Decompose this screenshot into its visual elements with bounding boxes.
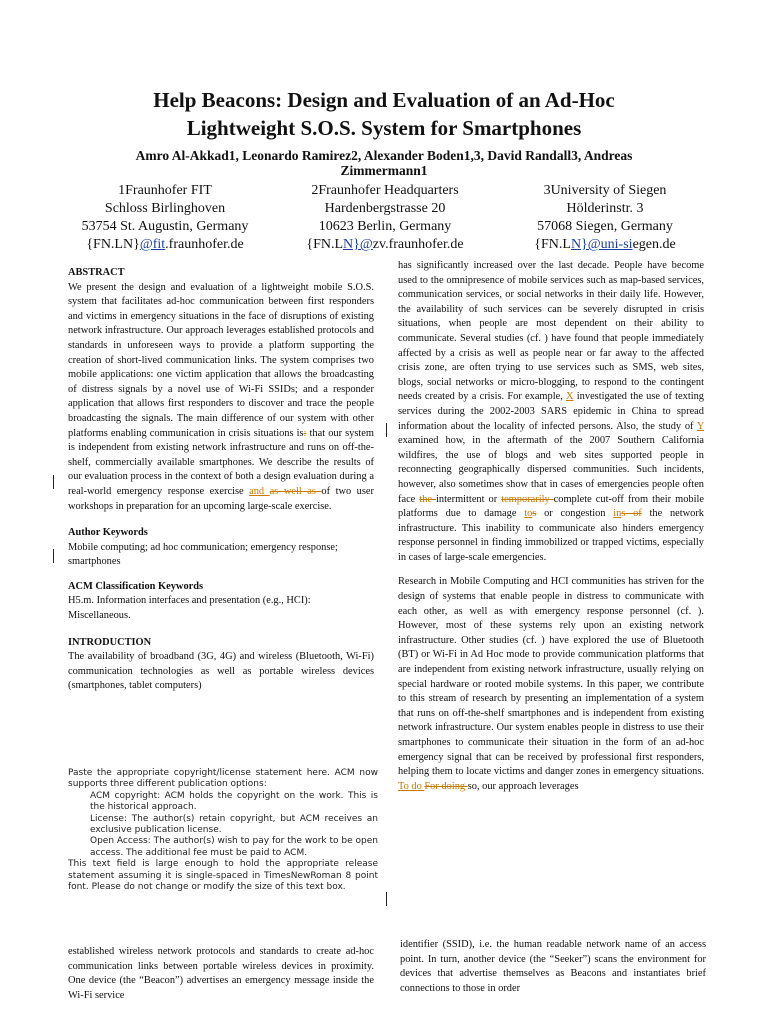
affiliation-address: Hardenbergstrasse 20 bbox=[324, 201, 446, 216]
affiliation-2 bbox=[270, 182, 500, 254]
abstract-text bbox=[68, 281, 374, 515]
tracked-deletion: the bbox=[419, 493, 437, 505]
affiliation-name: 3University of Siegen bbox=[543, 183, 667, 198]
introduction-heading: INTRODUCTION bbox=[68, 636, 152, 648]
author-list: Amro Al-Akkad1, Leonardo Ramirez2, Alexander Boden1,3, David Randall3, Andreas Zimmermann1 bbox=[135, 148, 633, 178]
email-domain: zv.fraunhofer.de bbox=[372, 237, 464, 252]
tracked-insertion: X bbox=[566, 391, 574, 403]
tracked-deletion: : bbox=[303, 427, 307, 439]
paragraph-part: has significantly increased over the last decade. People have become used to the omnipresence of mobile services such as map-based services, communication services, or social networks in their daily life. However, the availability of such services can be severely disrupted in crisis situations, when people are most dependent on their ability to communicate. Several studies (cf. ) have found that people immediately affected by a crisis as well as people near or far away to the affected crisis zone, are often trying to use services such as SMS, web sites, blogs, social networks or micro-blogging, to respond to the contingent needs created by a crisis. For example, bbox=[398, 260, 704, 403]
copyright-note: This text field is large enough to hold the appropriate release statement assuming it is single-spaced in TimesNewRoman 8 point font. Please do not change or modify the size of this text box. bbox=[68, 859, 378, 893]
right-column-continued: identifier (SSID), i.e. the human readable network name of an access point. In turn, another device (the “Seeker”) scans the environment for devices that advertise themselves as Beacons and instantiates brief connections to those in order bbox=[400, 939, 706, 994]
tracked-deletion: For doing bbox=[424, 780, 468, 792]
copyright-option-license: License: The author(s) retain copyright, but ACM receives an exclusive publication license. bbox=[90, 813, 378, 836]
paragraph-part: or congestion bbox=[536, 508, 614, 520]
introduction-text: The availability of broadband (3G, 4G) and wireless (Bluetooth, Wi-Fi) communication technologies as well as portable wireless devices (smartphones, tablet computers) bbox=[68, 651, 374, 692]
acm-keywords-heading: ACM Classification Keywords bbox=[68, 580, 204, 592]
abstract-part: of two user workshops in preparation for an upcoming large-scale exercise. bbox=[68, 485, 374, 512]
affiliation-email bbox=[490, 236, 720, 254]
email-link[interactable]: N}@ bbox=[343, 237, 373, 252]
change-bar bbox=[53, 475, 54, 489]
copyright-option-open-access: Open Access: The author(s) wish to pay for the work to be open access. The additional fee must be paid to ACM. bbox=[90, 836, 378, 858]
copyright-option-acm: ACM copyright: ACM holds the copyright on the work. This is the historical approach. bbox=[90, 790, 378, 813]
tracked-insertion: in bbox=[613, 508, 622, 520]
title-line-2: Lightweight S.O.S. System for Smartphones bbox=[186, 116, 582, 140]
affiliation-3 bbox=[490, 182, 720, 254]
left-column-continued: established wireless network protocols and standards to create ad-hoc communication links between portable wireless devices in proximity. One device (the “Beacon”) advertises an emergency message inside the Wi-Fi service bbox=[68, 946, 374, 1001]
title-line-1: Help Beacons: Design and Evaluation of an Ad-Hoc bbox=[153, 88, 615, 112]
paragraph-part: the network infrastructure. This inability to communicate also hinders emergency response personnel in finding immobilized or trapped victims, especially in cases of large-scale emergencies. bbox=[398, 508, 705, 563]
abstract-part: that our system is independent from existing network infrastructure and runs on off-the-shelf, commercially available smartphones. We describe the results of our evaluation process in the context of both a design evaluation during a real-world emergency response exercise bbox=[68, 427, 374, 497]
intro-paragraph-1 bbox=[398, 259, 704, 565]
change-bar bbox=[386, 892, 387, 906]
paper-title bbox=[60, 86, 708, 142]
affiliation-address: Hölderinstr. 3 bbox=[566, 201, 644, 216]
email-prefix: {FN.L bbox=[306, 237, 344, 252]
email-prefix: {FN.L bbox=[534, 237, 571, 252]
author-keywords-text: Mobile computing; ad hoc communication; emergency response; smartphones bbox=[68, 541, 338, 568]
affiliation-address: Schloss Birlinghoven bbox=[104, 201, 226, 216]
abstract-heading: ABSTRACT bbox=[68, 267, 125, 278]
paragraph-part: complete cut-off from their mobile platforms due to damage bbox=[398, 493, 704, 520]
paragraph-part: intermittent or bbox=[436, 493, 502, 505]
tracked-deletion: s bbox=[532, 508, 537, 520]
affiliation-email bbox=[50, 236, 280, 254]
tracked-insertion: To do bbox=[398, 780, 425, 792]
copyright-intro: Paste the appropriate copyright/license statement here. ACM now supports three different publication options: bbox=[68, 768, 378, 790]
tracked-deletion: s of bbox=[621, 508, 642, 520]
email-domain: egen.de bbox=[632, 237, 676, 252]
affiliation-name: 1Fraunhofer FIT bbox=[118, 183, 212, 198]
paragraph-part: Research in Mobile Computing and HCI communities has striven for the design of systems that enable people in distress to communicate with each other, as well as with emergency response personnel (cf. ). However, most of these systems rely upon an existing network infrastructure. Other studies (cf. ) have explored the use of Bluetooth (BT) or Wi-Fi in Ad Hoc mode to provide communication platforms that are independent from existing network infrastructure, usually relying on special hardware or rooted mobile systems. In this paper, we contribute to this stream of research by presenting an implementation of a system that runs on off-the-shelf smartphones and is independent from existing network infrastructure. Our system enables people in distress to use their smartphones to communicate their situation in the form of an ad-hoc emergency signal that can be received by professional first responders, helping them to locate victims and danger zones in emergency situations. bbox=[398, 576, 704, 778]
change-bar bbox=[386, 423, 387, 437]
acm-keywords-text: H5.m. Information interfaces and presentation (e.g., HCI): Miscellaneous. bbox=[68, 595, 311, 622]
tracked-deletion: temporarily bbox=[501, 493, 554, 505]
email-link[interactable]: @fit bbox=[139, 237, 166, 252]
affiliation-1 bbox=[50, 182, 280, 254]
right-column bbox=[398, 259, 704, 794]
tracked-insertion: to bbox=[524, 508, 533, 520]
paragraph-part: investigated the use of texting services during the 2002-2003 SARS epidemic in China to spread information about the locality of infected persons. Also, the study of bbox=[398, 391, 704, 432]
paragraph-part: so, our approach leverages bbox=[467, 780, 579, 792]
affiliation-city: 53754 St. Augustin, Germany bbox=[81, 219, 249, 234]
affiliation-email bbox=[270, 236, 500, 254]
email-prefix: {FN.LN} bbox=[86, 237, 140, 252]
copyright-textbox[interactable] bbox=[68, 768, 378, 893]
tracked-deletion: as well as bbox=[269, 485, 322, 497]
left-column bbox=[68, 266, 374, 694]
email-link[interactable]: N}@uni-si bbox=[570, 237, 633, 252]
paragraph-part: examined how, in the aftermath of the 2007 Southern California wildfires, the use of blogs and web sites supported people in reconnecting geographically dispersed communities. Such incidents, however, also sometimes show that in cases of emergencies people often face bbox=[398, 435, 704, 505]
abstract-part: We present the design and evaluation of a lightweight mobile S.O.S. system that facilitates ad-hoc communication between first responders and victims in emergency situations in the face of disruptions of existing network infrastructure. Our approach leverages established protocols and standards in unforeseen ways to provide a platform supporting the creation of short-lived communication links. The system comprises two mobile applications: one victim application that allows the broadcasting of distress signals by a novel use of Wi-Fi SSIDs; and a responder application that allows first responders to discover and trace the people broadcasting the signals. The main difference of our system with other platforms enabling communication in crisis situations is bbox=[68, 281, 374, 439]
tracked-insertion: and bbox=[249, 485, 270, 497]
affiliation-name: 2Fraunhofer Headquarters bbox=[311, 183, 459, 198]
intro-paragraph-2 bbox=[398, 575, 704, 794]
email-domain: .fraunhofer.de bbox=[165, 237, 244, 252]
change-bar bbox=[53, 549, 54, 563]
tracked-insertion: Y bbox=[696, 420, 704, 432]
affiliation-city: 57068 Siegen, Germany bbox=[537, 219, 673, 234]
affiliation-city: 10623 Berlin, Germany bbox=[318, 219, 452, 234]
author-keywords-heading: Author Keywords bbox=[68, 527, 148, 539]
